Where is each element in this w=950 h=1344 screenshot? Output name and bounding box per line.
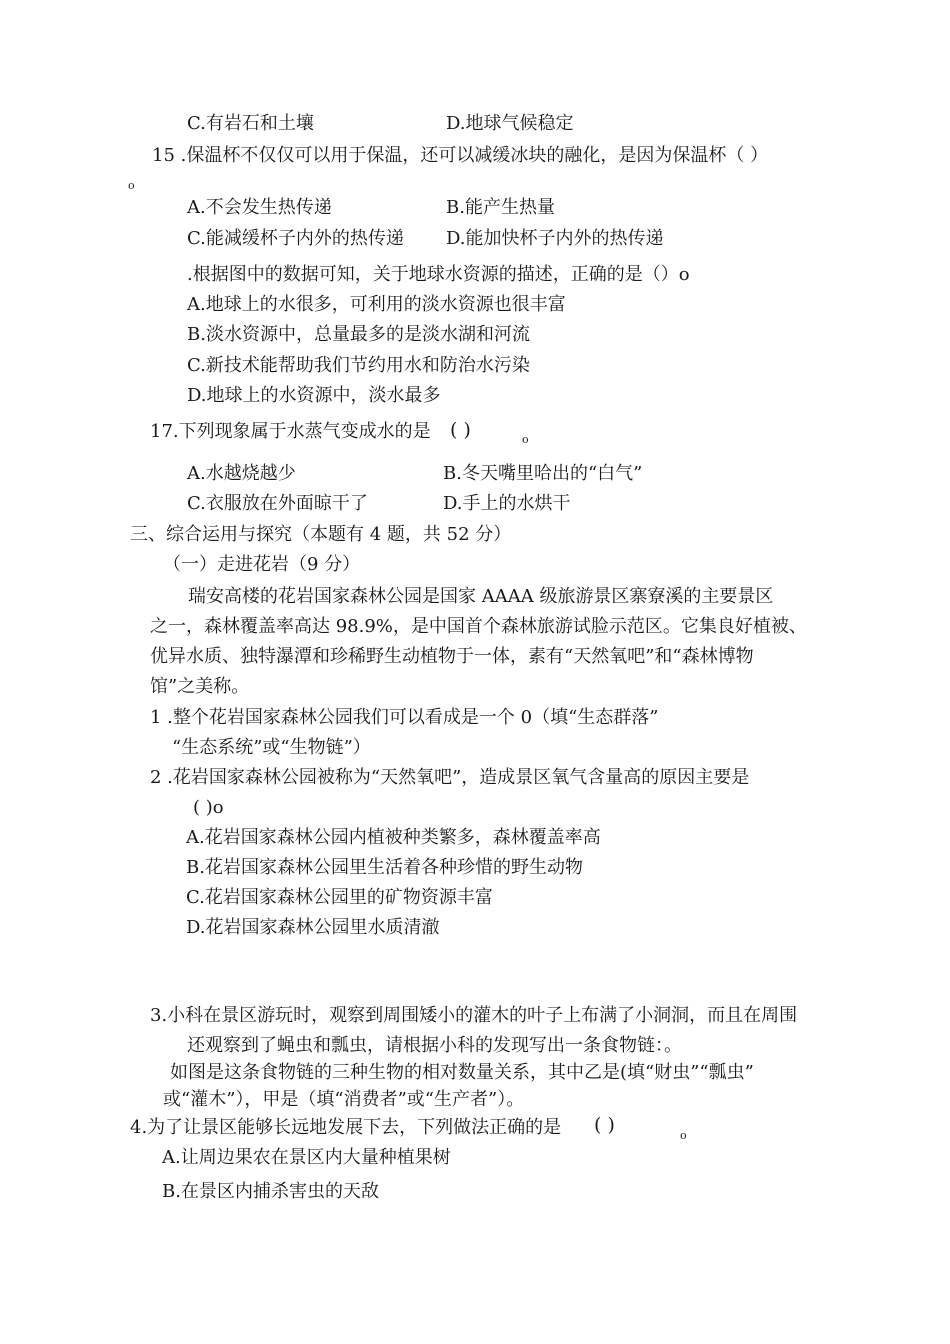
sub-q2-option-c: C.花岩国家森林公园里的矿物资源丰富	[186, 887, 493, 908]
q17-option-c: C.衣服放在外面晾干了	[187, 493, 368, 514]
section3-title: 三、综合运用与探究（本题有 4 题，共 52 分）	[130, 524, 512, 545]
q17-answer-parentheses: ( )	[450, 419, 471, 441]
q16-option-a: A.地球上的水很多，可利用的淡水资源也很丰富	[187, 294, 566, 315]
passage-line: 瑞安高楼的花岩国家森林公园是国家 AAAA 级旅游景区寨寮溪的主要景区	[188, 586, 774, 607]
q17-option-d: D.手上的水烘干	[443, 493, 571, 514]
sub-q4-option-b: B.在景区内捕杀害虫的天敌	[162, 1181, 379, 1202]
q15-option-a: A.不会发生热传递	[187, 197, 332, 218]
q17-stem: 17.下列现象属于水蒸气变成水的是	[150, 421, 431, 442]
sub-q2-stem-line: ( )o	[193, 797, 224, 818]
sub-q1-line: “生态系统”或“生物链”）	[172, 737, 371, 758]
sub-q4-stem: 4.为了让景区能够长远地发展下去，下列做法正确的是	[130, 1117, 562, 1138]
sub-q3-line: 3.小科在景区游玩时，观察到周围矮小的灌木的叶子上布满了小洞洞，而且在周围	[150, 1005, 798, 1026]
q15-stem-tail: o	[128, 179, 135, 192]
sub-q3-line: 如图是这条食物链的三种生物的相对数量关系，其中乙是(填“财虫”“瓢虫”	[170, 1062, 754, 1083]
sub-q2-stem-line: 2 .花岩国家森林公园被称为“天然氧吧”，造成景区氧气含量高的原因主要是	[150, 767, 750, 788]
q16-option-d: D.地球上的水资源中，淡水最多	[187, 385, 441, 406]
sub-q4-answer-parentheses: ( )	[594, 1114, 615, 1136]
sub-q2-option-b: B.花岩国家森林公园里生活着各种珍惜的野生动物	[186, 857, 583, 878]
q16-option-c: C.新技术能帮助我们节约用水和防治水污染	[187, 355, 530, 376]
passage-line: 优异水质、独特瀑潭和珍稀野生动植物于一体，素有“天然氧吧”和“森林博物	[150, 646, 754, 667]
q15-stem: 15 .保温杯不仅仅可以用于保温，还可以减缓冰块的融化，是因为保温杯（ ）	[152, 145, 769, 166]
section3-part1-title: （一）走进花岩（9 分）	[163, 554, 361, 575]
q14-option-d: D.地球气候稳定	[446, 113, 574, 134]
q16-option-b: B.淡水资源中，总量最多的是淡水湖和河流	[187, 324, 530, 345]
q16-stem: .根据图中的数据可知，关于地球水资源的描述，正确的是（）o	[187, 264, 690, 285]
sub-q4-stem-tail: o	[680, 1129, 687, 1142]
q14-option-c: C.有岩石和土壤	[187, 113, 314, 134]
q15-option-c: C.能减缓杯子内外的热传递	[187, 228, 404, 249]
sub-q4-option-a: A.让周边果农在景区内大量种植果树	[162, 1147, 451, 1168]
q15-option-d: D.能加快杯子内外的热传递	[446, 228, 664, 249]
passage-line: 之一，森林覆盖率高达 98.9%，是中国首个森林旅游试脸示范区。它集良好植被、	[150, 616, 807, 637]
sub-q3-line: 或“灌木”），甲是（填“消费者”或“生产者”）。	[163, 1089, 525, 1110]
sub-q3-line: 还观察到了蝇虫和瓢虫，请根据小科的发现写出一条食物链：。	[187, 1035, 682, 1056]
sub-q2-option-a: A.花岩国家森林公园内植被种类繁多，森林覆盖率高	[186, 827, 601, 848]
q15-option-b: B.能产生热量	[446, 197, 555, 218]
sub-q2-option-d: D.花岩国家森林公园里水质清澈	[186, 917, 440, 938]
q17-option-a: A.水越烧越少	[187, 463, 296, 484]
sub-q1-line: 1 .整个花岩国家森林公园我们可以看成是一个 0（填“生态群落”	[150, 707, 659, 728]
q17-option-b: B.冬天嘴里哈出的“白气”	[443, 463, 643, 484]
q17-stem-tail: o	[522, 433, 529, 446]
passage-line: 馆”之美称。	[150, 676, 250, 697]
